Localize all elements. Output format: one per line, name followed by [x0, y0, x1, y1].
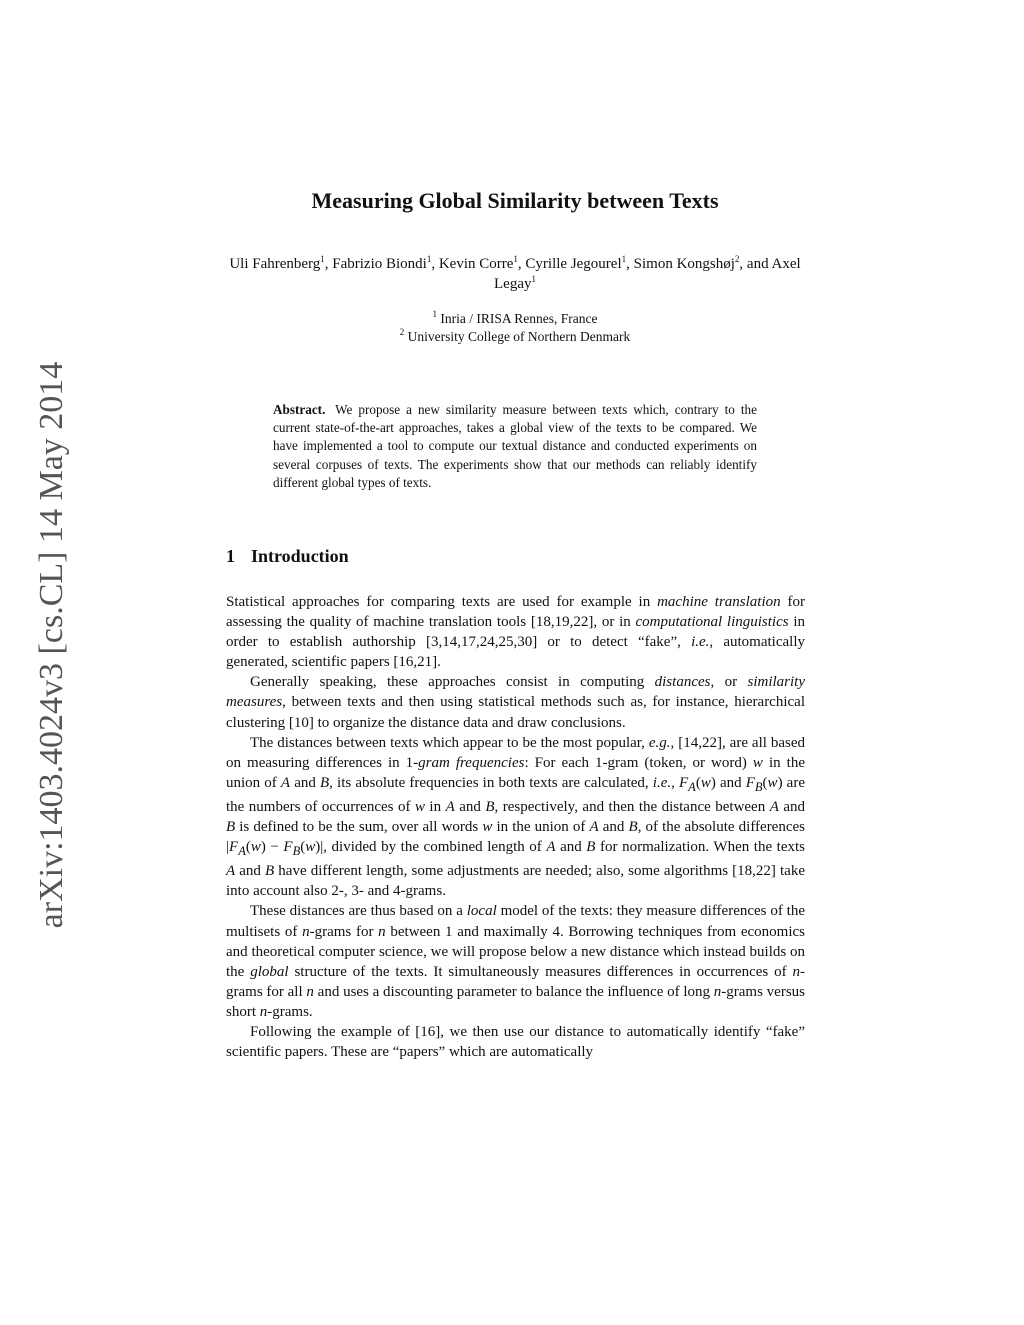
arxiv-stamp	[30, 350, 74, 940]
paper-title: Measuring Global Similarity between Texts	[311, 188, 719, 213]
author-list	[220, 254, 810, 294]
author-separator: ,	[431, 256, 439, 272]
abstract	[273, 401, 757, 492]
section-number: 1	[226, 546, 235, 566]
body-paragraph: These distances are thus based on a local model of the texts: they measure differences of the multisets of n-grams for n between 1 and maximally 4. Borrowing techniques from economics and theoretical computer science, we will propose below a new distance which instead builds on the global structure of the texts. It simultaneously measures differences in occurrences of n-grams for all n and uses a discounting parameter to balance the influence of long n-grams versus short n-grams.	[226, 903, 806, 1020]
author-separator: ,	[626, 256, 634, 272]
author-affiliation-marker: 2	[734, 254, 740, 264]
section-heading	[226, 546, 349, 567]
author-affiliation-marker: 1	[531, 274, 536, 284]
author-name: Axel Legay	[494, 256, 801, 292]
author-affiliation-marker: 1	[621, 254, 627, 264]
author-separator: ,	[324, 256, 333, 272]
author-affiliation-marker: 1	[426, 254, 432, 264]
affiliation-number: 1	[432, 309, 438, 319]
author-affiliation-marker: 1	[513, 254, 518, 264]
author-name: Fabrizio Biondi	[332, 256, 427, 272]
body-paragraph: Generally speaking, these approaches consist in computing distances, or similarity measures, between texts and then using statistical methods such as, for instance, hierarchical clustering [10] to organize the distance data and draw conclusions.	[226, 674, 805, 731]
body-paragraph: Following the example of [16], we then use our distance to automatically identify “fake” scientific papers. These are “papers” which are automatically	[226, 1023, 805, 1061]
body-paragraph: The distances between texts which appear to be the most popular, e.g., [14,22], are all based on measuring differences in 1-gram frequencies: For each 1-gram (token, or word) w in the union of A and B, its absolute frequencies in both texts are calculated, i.e., $F_A(w)$ and $F_B(w)$ are the numbers of occurrences of w in A and B, respectively, and then the distance between A and B is defined to be the sum, over all words w in the union of A and B, of the absolute differences $|F_A(w) - F_B(w)|$, divided by the combined length of A and B for normalization. When the texts A and B have different length, some adjustments are needed; also, some algorithms [18,22] take into account also 2-, 3- and 4-grams.	[226, 734, 806, 900]
author-name: Cyrille Jegourel	[525, 256, 622, 272]
affiliation-line	[260, 310, 770, 328]
section-title: Introduction	[251, 546, 349, 566]
author-separator: , and	[739, 256, 772, 272]
abstract-text: We propose a new similarity measure between texts which, contrary to the current state-of-the-art approaches, takes a global view of the texts to be compared. We have implemented a tool to compute our textual distance and conducted experiments on several corpuses of texts. The experiments show that our methods can reliably identify different global types of texts.	[273, 402, 757, 490]
author-name: Kevin Corre	[438, 256, 514, 272]
author-affiliation-marker: 1	[320, 254, 325, 264]
affiliation-text: Inria / IRISA Rennes, France	[437, 311, 598, 326]
affiliation-line	[260, 328, 770, 346]
affiliation-number: 2	[399, 327, 405, 337]
author-separator: ,	[517, 256, 526, 272]
author-name: Simon Kongshøj	[633, 256, 735, 272]
author-name: Uli Fahrenberg	[229, 256, 321, 272]
abstract-label: Abstract.	[273, 402, 326, 417]
body-paragraph: Statistical approaches for comparing texts are used for example in machine translation for assessing the quality of machine translation tools [18,19,22], or in computational linguistics in order to establish authorship [3,14,17,24,25,30] or to detect “fake”, i.e., automatically generated, scientific papers [16,21].	[226, 594, 806, 671]
body-text	[226, 592, 805, 1062]
affiliation-text: University College of Northern Denmark	[404, 329, 631, 344]
arxiv-stamp-text: arXiv:1403.4024v3 [cs.CL] 14 May 2014	[33, 361, 70, 929]
affiliation-list	[260, 310, 770, 346]
